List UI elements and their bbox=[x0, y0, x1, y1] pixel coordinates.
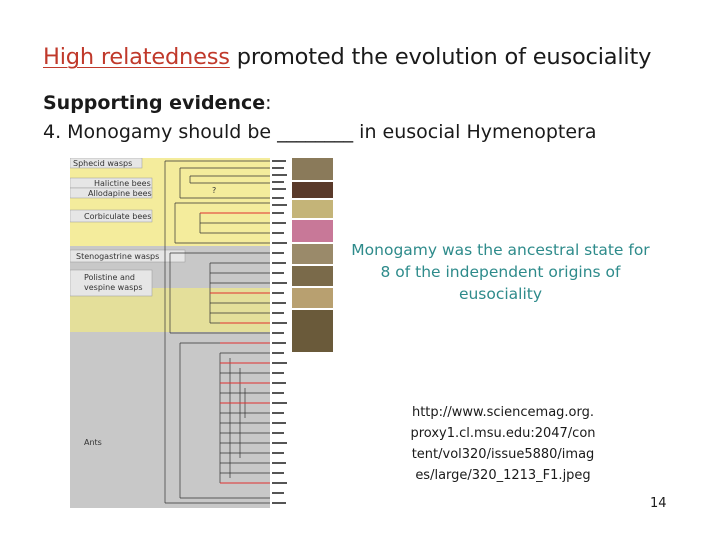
slide-title bbox=[43, 44, 703, 70]
photo-polistine-wasp bbox=[292, 266, 333, 286]
question-mark: ? bbox=[212, 186, 217, 195]
subheading bbox=[43, 92, 272, 114]
photo-halictine-bee bbox=[292, 182, 333, 198]
phylogeny-tree bbox=[70, 158, 335, 508]
title-rest: promoted the evolution of eusociality bbox=[229, 44, 652, 70]
photo-corbiculate-bee bbox=[292, 220, 333, 242]
photo-stenogastrine-wasp bbox=[292, 244, 333, 264]
group-label-stenogastrine: Stenogastrine wasps bbox=[76, 252, 160, 261]
photo-vespine-wasp bbox=[292, 288, 333, 308]
source-link[interactable]: http://www.sciencemag.org.proxy1.cl.msu.edu:2047/content/vol320/issue5880/images/large/320_1213_F1.jpeg bbox=[410, 405, 596, 483]
group-label-corbiculate: Corbiculate bees bbox=[84, 212, 152, 221]
group-label-ants: Ants bbox=[84, 438, 102, 447]
page-number: 14 bbox=[650, 496, 667, 511]
title-highlight[interactable]: High relatedness bbox=[43, 44, 230, 70]
photo-ant bbox=[292, 310, 333, 352]
monogamy-callout: Monogamy was the ancestral state for 8 of the independent origins of eusociality bbox=[351, 241, 650, 303]
photo-allodapine-bee bbox=[292, 200, 333, 218]
subheading-label: Supporting evidence bbox=[43, 92, 266, 114]
photo-sphecid-wasp bbox=[292, 158, 333, 180]
group-label-halictine: Halictine bees bbox=[94, 179, 151, 188]
evidence-point: 4. Monogamy should be ________ in eusocial Hymenoptera bbox=[43, 121, 597, 143]
species-labels bbox=[272, 160, 287, 504]
subheading-colon: : bbox=[265, 92, 272, 114]
group-label-sphecid: Sphecid wasps bbox=[73, 159, 133, 168]
group-label-allodapine: Allodapine bees bbox=[88, 189, 152, 198]
group-label-polistine: Polistine and vespine wasps bbox=[84, 273, 143, 292]
phylogeny-figure bbox=[70, 158, 335, 508]
